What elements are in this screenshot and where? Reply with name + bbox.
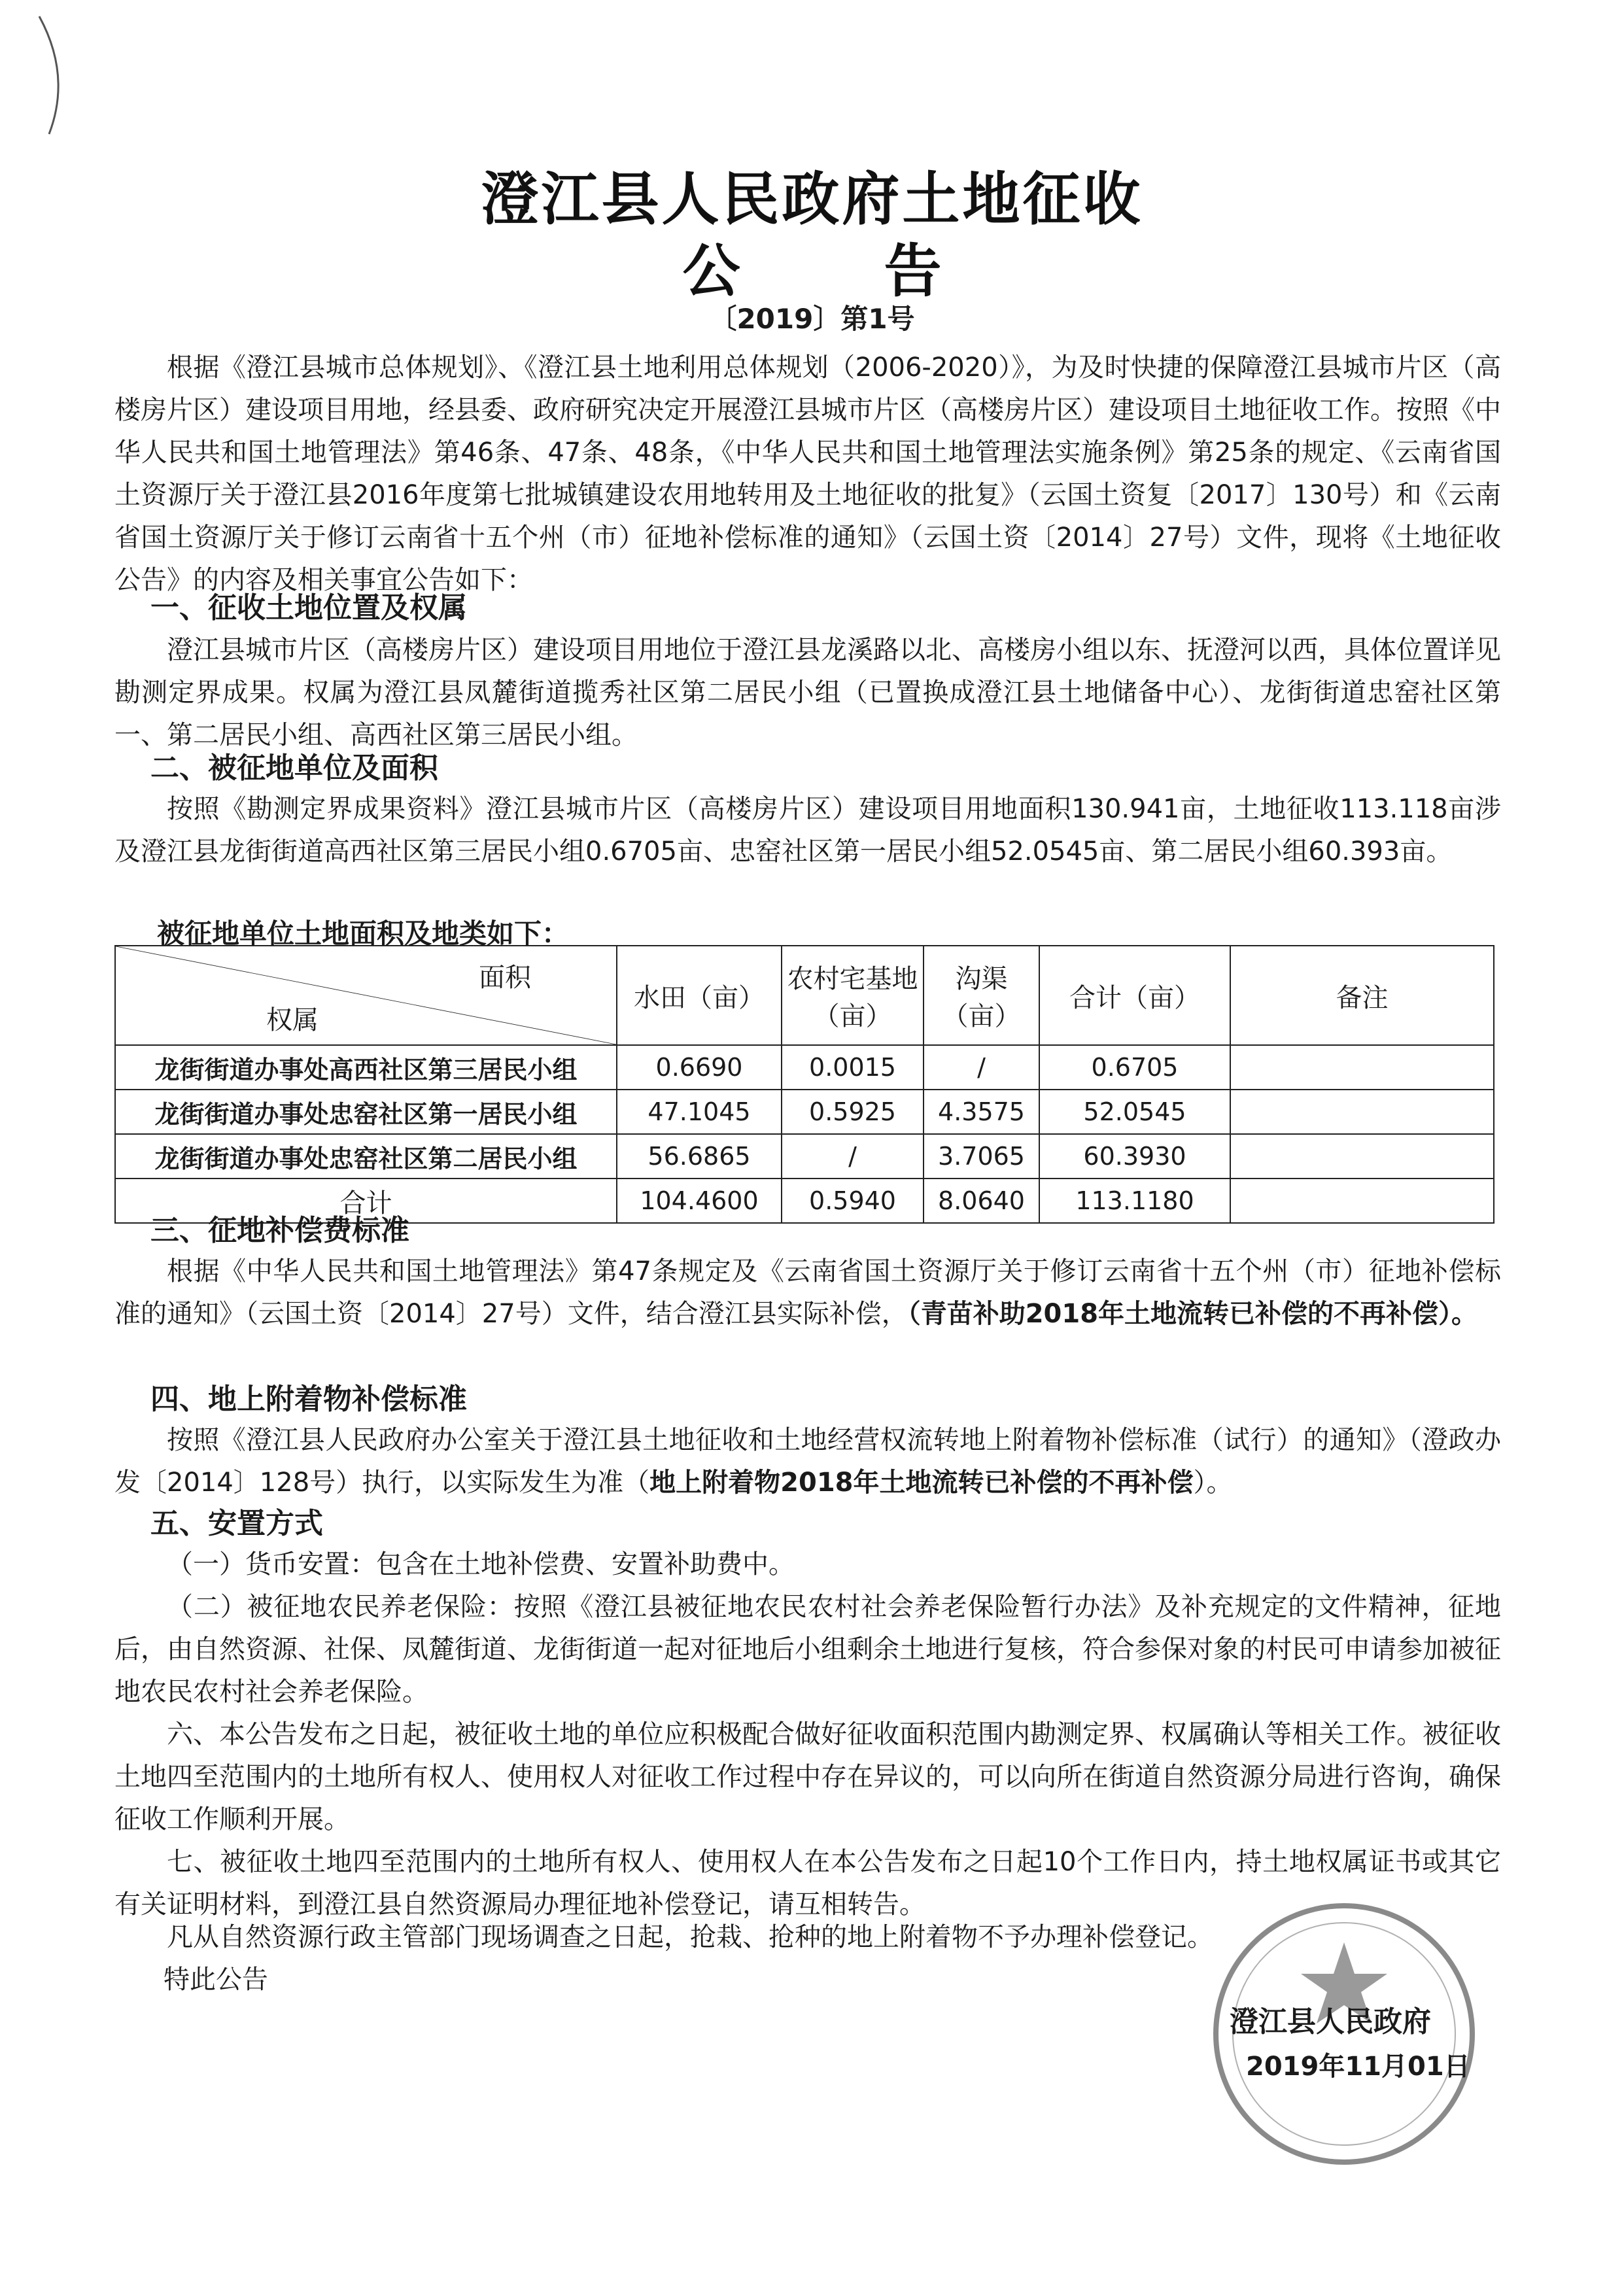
intro-paragraph: 根据《澄江县城市总体规划》、《澄江县土地利用总体规划（2006-2020）》，为及时快捷的保障澄江县城市片区（高楼房片区）建设项目用地，经县委、政府研究决定开展澄江县城市片区（高楼房片区）建设项目土地征收工作。按照《中华人民共和国土地管理法》第46条、47条、48条，《中华人民共和国土地管理法实施条例》第25条的规定、《云南省国土资源厅关于澄江县2016年度第七批城镇建设农用地转用及土地征收的批复》（云国土资复〔2017〕130号）和《云南省国土资源厅关于修订云南省十五个州（市）征地补偿标准的通知》（云国土资〔2014〕27号）文件，现将《土地征收公告》的内容及相关事宜公告如下： xyxy=(114,353,1501,595)
section3-heading: 三、征地补偿费标准 xyxy=(150,1214,409,1247)
document-title: 澄江县人民政府土地征收 xyxy=(481,165,1143,233)
section3-bold-note: （青苗补助2018年土地流转已补偿的不再补偿）。 xyxy=(907,1299,1478,1329)
cell-ditch: 4.3575 xyxy=(924,1090,1039,1134)
diag-label-area: 面积 xyxy=(479,963,531,993)
cell-homestead: 0.5925 xyxy=(782,1090,924,1134)
section6-text: 六、本公告发布之日起，被征收土地的单位应积极配合做好征收面积范围内勘测定界、权属确认等相关工作。被征收土地四至范围内的土地所有权人、使用权人对征收工作过程中存在异议的，可以向所在街道自然资源分局进行咨询，确保征收工作顺利开展。 xyxy=(114,1719,1501,1834)
cell-note xyxy=(1230,1045,1494,1090)
cell-homestead: 0.0015 xyxy=(782,1045,924,1090)
cell-ditch: / xyxy=(924,1045,1039,1090)
subtitle-char-2: 告 xyxy=(884,237,942,305)
signature-date: 2019年11月01日 xyxy=(1246,2052,1470,2082)
cell-ditch: 8.0640 xyxy=(924,1179,1039,1223)
margin-pen-mark xyxy=(20,13,78,144)
document-number: 〔2019〕第1号 xyxy=(709,303,915,335)
section5-item2: （二）被征地农民养老保险：按照《澄江县被征地农民农村社会养老保险暂行办法》及补充规定的文件精神，征地后，由自然资源、社保、凤麓街道、龙街街道一起对征地后小组剩余土地进行复核，符合参保对象的村民可申请参加被征地农民农村社会养老保险。 xyxy=(114,1592,1501,1707)
cell-total: 113.1180 xyxy=(1039,1179,1230,1223)
col-header-ditch: 沟渠（亩） xyxy=(924,946,1039,1045)
subtitle-char-1: 公 xyxy=(682,237,740,305)
section1-heading: 一、征收土地位置及权属 xyxy=(150,591,467,625)
diagonal-line xyxy=(116,946,616,1044)
section4-text xyxy=(114,1419,1501,1504)
section1-text: 澄江县城市片区（高楼房片区）建设项目用地位于澄江县龙溪路以北、高楼房小组以东、抚澄河以西，具体位置详见勘测定界成果。权属为澄江县凤麓街道揽秀社区第二居民小组（已置换成澄江县土地储备中心）、龙街街道忠窑社区第一、第二居民小组、高西社区第三居民小组。 xyxy=(114,635,1501,750)
section5-item1: （一）货币安置：包含在土地补偿费、安置补助费中。 xyxy=(167,1549,795,1579)
row-name: 龙街街道办事处忠窑社区第二居民小组 xyxy=(115,1134,617,1179)
closing-text: 特此公告 xyxy=(164,1965,268,1995)
diag-label-ownership: 权属 xyxy=(266,1005,319,1035)
table-row xyxy=(115,1045,1494,1090)
document-subtitle xyxy=(0,226,1624,308)
cell-total: 0.6705 xyxy=(1039,1045,1230,1090)
section4-bold-note: 地上附着物2018年土地流转已补偿的不再补偿 xyxy=(649,1468,1194,1498)
cell-total: 52.0545 xyxy=(1039,1090,1230,1134)
table-header-row xyxy=(115,946,1494,1045)
row-name: 龙街街道办事处高西社区第三居民小组 xyxy=(115,1045,617,1090)
cell-note xyxy=(1230,1090,1494,1134)
table-caption: 被征地单位土地面积及地类如下： xyxy=(157,918,570,950)
section4-tail: ）。 xyxy=(1193,1468,1233,1498)
cell-paddy: 56.6865 xyxy=(617,1134,782,1179)
col-header-paddy: 水田（亩） xyxy=(617,946,782,1045)
section2-heading: 二、被征地单位及面积 xyxy=(150,751,438,785)
col-header-homestead: 农村宅基地（亩） xyxy=(782,946,924,1045)
section7-text: 七、被征收土地四至范围内的土地所有权人、使用权人在本公告发布之日起10个工作日内，持土地权属证书或其它有关证明材料，到澄江县自然资源局办理征地补偿登记，请互相转告。 xyxy=(114,1847,1501,1919)
cell-ditch: 3.7065 xyxy=(924,1134,1039,1179)
col-header-total: 合计（亩） xyxy=(1039,946,1230,1045)
cell-paddy: 0.6690 xyxy=(617,1045,782,1090)
table-row xyxy=(115,1090,1494,1134)
section5-heading: 五、安置方式 xyxy=(150,1507,323,1540)
section4-body: 按照《澄江县人民政府办公室关于澄江县土地征收和土地经营权流转地上附着物补偿标准（试行）的通知》（澄政办发〔2014〕128号）执行，以实际发生为准（ xyxy=(114,1425,1501,1498)
cell-homestead: / xyxy=(782,1134,924,1179)
diagonal-header-cell xyxy=(115,946,617,1045)
land-area-table xyxy=(114,945,1494,1224)
cell-paddy: 47.1045 xyxy=(617,1090,782,1134)
row-name: 龙街街道办事处忠窑社区第一居民小组 xyxy=(115,1090,617,1134)
total-row-name: 合计 xyxy=(115,1179,617,1223)
col-header-note: 备注 xyxy=(1230,946,1494,1045)
section2-text: 按照《勘测定界成果资料》澄江县城市片区（高楼房片区）建设项目用地面积130.941亩，土地征收113.118亩涉及澄江县龙街街道高西社区第三居民小组0.6705亩、忠窑社区第一居民小组52.0545亩、第二居民小组60.393亩。 xyxy=(114,794,1501,867)
table-row xyxy=(115,1134,1494,1179)
section3-text xyxy=(114,1250,1501,1335)
section3-body: 根据《中华人民共和国土地管理法》第47条规定及《云南省国土资源厅关于修订云南省十五个州（市）征地补偿标准的通知》（云国土资〔2014〕27号）文件，结合澄江县实际补偿， xyxy=(114,1256,1501,1329)
final-note: 凡从自然资源行政主管部门现场调查之日起，抢栽、抢种的地上附着物不予办理补偿登记。 xyxy=(167,1922,1213,1952)
cell-note xyxy=(1230,1179,1494,1223)
cell-note xyxy=(1230,1134,1494,1179)
signature-org: 澄江县人民政府 xyxy=(1230,2005,1431,2039)
cell-paddy: 104.4600 xyxy=(617,1179,782,1223)
section4-heading: 四、地上附着物补偿标准 xyxy=(150,1383,467,1416)
cell-total: 60.3930 xyxy=(1039,1134,1230,1179)
cell-homestead: 0.5940 xyxy=(782,1179,924,1223)
